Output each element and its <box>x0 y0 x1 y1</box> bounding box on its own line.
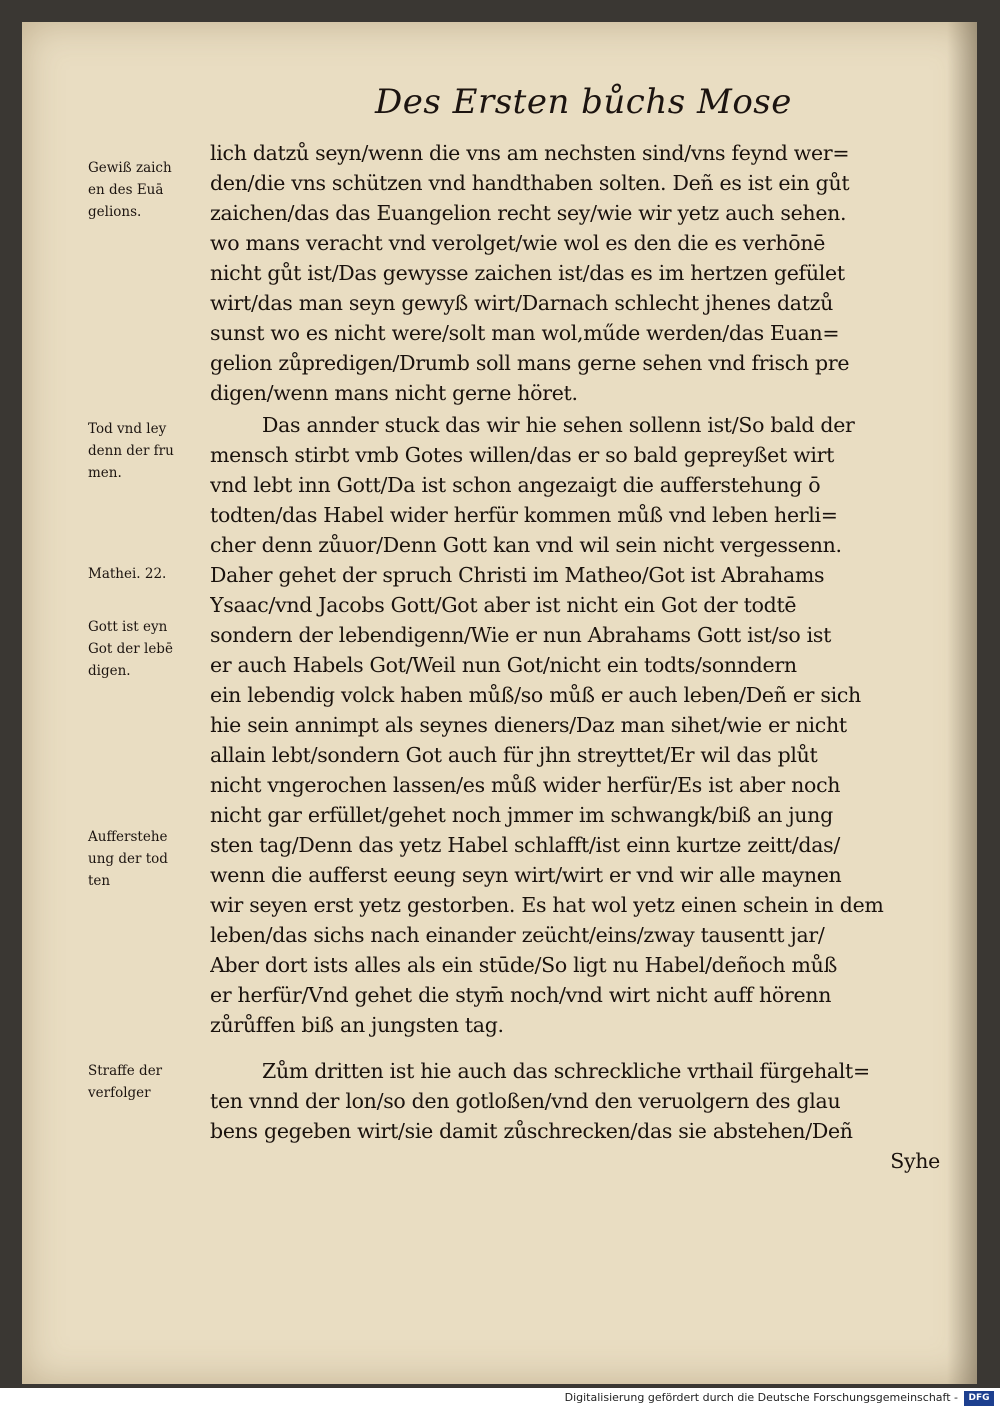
text-line: wirt/das man seyn gewyß wirt/Darnach schlecht jhenes datzů <box>210 291 834 315</box>
text-line: zůrůffen biß an jungsten tag. <box>210 1013 504 1037</box>
funding-credit: Digitalisierung gefördert durch die Deutsche Forschungsgemeinschaft - <box>564 1391 958 1404</box>
text-line: nicht vngerochen lassen/es můß wider herfür/Es ist aber noch <box>210 773 841 797</box>
text-line: ein lebendig volck haben můß/so můß er auch leben/Deñ er sich <box>210 683 861 707</box>
text-line: wo mans veracht vnd verolget/wie wol es den die es verhōnē <box>210 231 826 255</box>
text-line: sunst wo es nicht were/solt man wol,műde werden/das Euan= <box>210 321 840 345</box>
text-line: wenn die aufferst eeung seyn wirt/wirt er vnd wir alle maynen <box>210 863 842 887</box>
footer-bar <box>0 1388 1000 1410</box>
text-line: wir seyen erst yetz gestorben. Es hat wol yetz einen schein in dem <box>210 893 884 917</box>
text-line-paragraph-start: Zům dritten ist hie auch das schreckliche vrthail fürgehalt= <box>262 1059 870 1083</box>
margin-note-resurrection: Aufferstehe ung der tod ten <box>88 829 168 889</box>
margin-note-gospel-sign: Gewiß zaich en des Euā gelions. <box>88 160 172 220</box>
text-line: hie sein annimpt als seynes dieners/Daz man sihet/wie er nicht <box>210 713 847 737</box>
text-line: todten/das Habel wider herfür kommen můß vnd leben herli= <box>210 503 838 527</box>
text-line: Daher gehet der spruch Christi im Matheo/Got ist Abrahams <box>210 563 825 587</box>
margin-note-matthew-ref: Mathei. 22. <box>88 566 167 582</box>
margin-note-god-of-living: Gott ist eyn Got der lebē digen. <box>88 619 173 679</box>
text-line: digen/wenn mans nicht gerne höret. <box>210 381 578 405</box>
dfg-logo: DFG <box>964 1391 994 1406</box>
text-line: er herfür/Vnd gehet die stym̄ noch/vnd wirt nicht auff hörenn <box>210 983 832 1007</box>
catchword: Syhe <box>890 1149 940 1173</box>
text-line-paragraph-start: Das annder stuck das wir hie sehen sollenn ist/So bald der <box>262 413 855 437</box>
text-line: lich datzů seyn/wenn die vns am nechsten sind/vns feynd wer= <box>210 141 850 165</box>
text-line: nicht gůt ist/Das gewysse zaichen ist/das es im hertzen gefület <box>210 261 845 285</box>
text-line: leben/das sichs nach einander zeücht/eins/zway tausentt jar/ <box>210 923 825 947</box>
text-line: nicht gar erfüllet/gehet noch jmmer im schwangk/biß an jung <box>210 803 833 827</box>
text-line: ten vnnd der lon/so den gotloßen/vnd den veruolgern des glau <box>210 1089 841 1113</box>
text-line: er auch Habels Got/Weil nun Got/nicht ein todts/sonndern <box>210 653 797 677</box>
text-line: bens gegeben wirt/sie damit zůschrecken/das sie abstehen/Deñ <box>210 1119 853 1143</box>
text-line: cher denn zůuor/Denn Gott kan vnd wil sein nicht vergessenn. <box>210 533 842 557</box>
margin-note-punishment: Straffe der verfolger <box>88 1063 163 1101</box>
running-head: Des Ersten bůchs Mose <box>375 82 792 122</box>
page-gutter-shadow <box>947 22 977 1384</box>
text-line: allain lebt/sondern Got auch für jhn streyttet/Er wil das plůt <box>210 743 818 767</box>
text-line: sten tag/Denn das yetz Habel schlafft/ist einn kurtze zeitt/das/ <box>210 833 840 857</box>
text-line: Ysaac/vnd Jacobs Gott/Got aber ist nicht ein Got der todtē <box>210 593 797 617</box>
text-line: gelion zůpredigen/Drumb soll mans gerne sehen vnd frisch pre <box>210 351 850 375</box>
text-line: sondern der lebendigenn/Wie er nun Abrahams Gott ist/so ist <box>210 623 832 647</box>
text-line: den/die vns schützen vnd handthaben solten. Deñ es ist ein gůt <box>210 171 850 195</box>
margin-note-death-suffering: Tod vnd ley denn der fru men. <box>88 421 174 481</box>
text-line: zaichen/das das Euangelion recht sey/wie wir yetz auch sehen. <box>210 201 847 225</box>
text-line: Aber dort ists alles als ein stūde/So ligt nu Habel/deñoch můß <box>210 953 837 977</box>
text-line: vnd lebt inn Gott/Da ist schon angezaigt die aufferstehung ō <box>210 473 821 497</box>
text-line: mensch stirbt vmb Gotes willen/das er so bald gepreyßet wirt <box>210 443 835 467</box>
